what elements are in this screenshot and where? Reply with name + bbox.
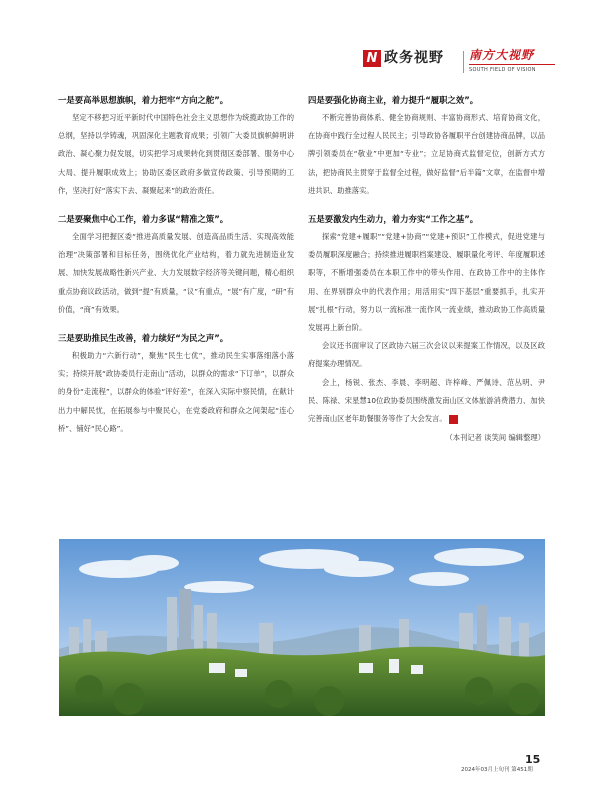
section-1 (58, 93, 294, 200)
closing-paragraph-1: 会议还书面审议了区政协六届三次会议以来提案工作情况，以及区政府提案办理情况。 (308, 341, 545, 369)
section-2 (58, 212, 294, 319)
issue-info: 2024年03月上旬刊 第451期 (461, 767, 533, 773)
magazine-title: 南方大视野 (469, 48, 535, 62)
closing-text: 会上，杨锐、张杰、李晨、李明超、许梓峰、严佩诗、范丛明、尹民、陈禄、宋星慧10位政协委员围绕激发南山区文体旅游消费潜力、加快完善南山区老年助餐服务等作了大会发言。 (308, 377, 545, 424)
section-heading: 三是要助推民生改善，着力续好“为民之声”。 (58, 333, 229, 344)
section-body: 探索“党建+履职”“党建+协商”“党建+预识”工作模式，促进党建与委员履职深度融合；持续推进履职档案建设、履职量化考评、年度履职述职等，不断增强委员在本职工作中的带头作用、在政协工作中的主体作用、在界别群众中的代表作用；用活用实“四下基层”重要抓手，扎实开展“扎根”行动，努力以一流标准一流作风一流业绩，推动政协工作高质量发展再上新台阶。 (308, 232, 545, 333)
section-body: 积极助力“六新行动”，聚焦“民生七优”，推动民生实事落细落小落实；持续开展“政协委员行走南山”活动，以群众的需求“下订单”，以群众的身份“走流程”，以群众的体验“评好差”，在深入实际中察民情，在献计出力中解民忧，在拓展参与中聚民心，在党委政府和群众之间架起“连心桥”、铺好“民心路”。 (58, 351, 294, 433)
masthead (363, 50, 555, 76)
section-heading: 四是要强化协商主业，着力提升“履职之效”。 (308, 95, 479, 105)
section-heading: 二是要聚焦中心工作，着力多谋“精准之策”。 (58, 214, 229, 225)
reporter-credit: （本刊记者 谈笑间 编辑整理） (445, 433, 545, 443)
section-heading: 一是要高举思想旗帜，着力把牢“方向之舵”。 (58, 95, 229, 105)
section-3 (58, 331, 294, 438)
right-column (308, 93, 545, 446)
magazine-underline (469, 64, 555, 65)
section-body: 不断完善协商体系、健全协商规则、丰富协商形式、培育协商文化，在协商中践行全过程人民民主；引导政协各履职平台创建协商品牌，以品牌引领委员在“敬业”中更加“专业”；立足协商式监督定位，创新方式方法，把协商民主贯穿于监督全过程，做好监督“后半篇”文章，在监督中增进共识、助推落实。 (308, 113, 545, 195)
header-divider (463, 51, 464, 73)
section-body: 全面学习把握区委“推进高质量发展、创造高品质生活、实现高效能治理”决策部署和目标任务，围绕优化产业结构，着力就先进制造业发展、加快发展战略性新兴产业、大力发展数字经济等关键问题，精心组织重点协商议政活动，做到“提”有质量，“议”有重点，“展”有广度，“研”有价值，“商”有效果。 (58, 232, 294, 314)
city-skyline-photo (59, 539, 545, 716)
section-heading: 五是要激发内生动力，着力夯实“工作之基”。 (308, 214, 479, 225)
n-logo-icon: N (363, 50, 381, 67)
page-number: 15 (525, 753, 541, 766)
column-title: 政务视野 (384, 50, 444, 66)
section-5 (308, 212, 545, 337)
closing-paragraph-2 (308, 374, 545, 429)
magazine-english-title: SOUTH FIELD OF VISION (469, 67, 536, 73)
left-column (58, 93, 294, 438)
end-mark-icon: N (449, 415, 458, 424)
section-body: 坚定不移把习近平新时代中国特色社会主义思想作为统揽政协工作的总纲，坚持以学铸魂，巩固深化主题教育成果；引领广大委员旗帜鲜明讲政治、凝心聚力促发展，切实把学习成果转化到贯彻区委部署、服务中心大局、提升履职成效上；协助区委区政府多做宣传政策、引导预期的工作，坚决打好“落实下去、凝聚起来”的政治责任。 (58, 113, 294, 195)
section-4 (308, 93, 545, 200)
